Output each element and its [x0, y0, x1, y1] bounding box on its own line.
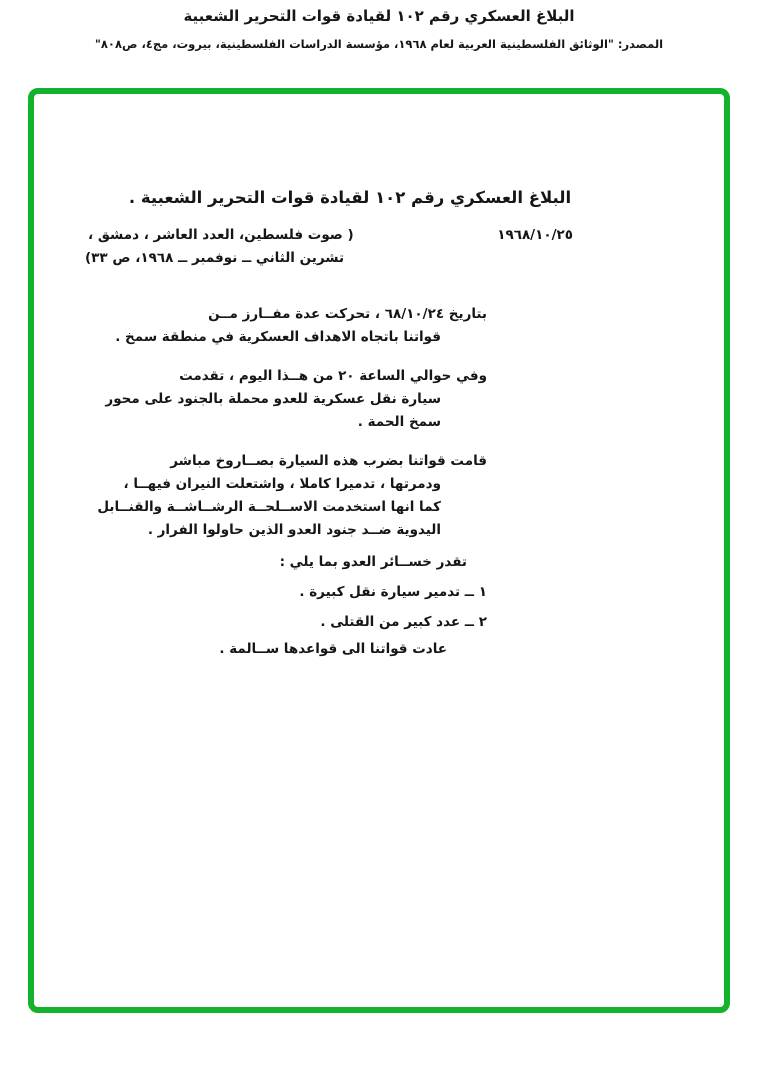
paragraph-2: [34, 365, 487, 434]
body-line: سمخ الحمة .: [357, 414, 441, 430]
header-source-citation: المصدر: "الوثائق الفلسطينية العربية لعام ١٩٦٨، مؤسسة الدراسات الفلسطينية، بيروت، مج٤، ص٨٠٨": [94, 37, 664, 51]
closing-line: عادت قواتنا الى قواعدها ســالمة .: [219, 641, 447, 657]
body-line: قواتنا باتجاه الاهداف العسكرية في منطقة سمخ .: [115, 329, 441, 345]
losses-intro-line: تقدر خســائر العدو بما يلي :: [279, 554, 467, 570]
body-line: قامت قواتنا بضرب هذه السيارة بصــاروخ مباشر: [170, 453, 487, 469]
citation-line-2: تشرين الثاني ــ نوفمبر ــ ١٩٦٨، ص ٣٣): [85, 250, 345, 266]
document-title: البلاغ العسكري رقم ١٠٢ لقيادة قوات التحرير الشعبية .: [128, 188, 572, 207]
paragraph-3: [34, 450, 487, 542]
losses-item-2: ٢ ــ عدد كبير من القتلى .: [320, 614, 487, 630]
document-frame: [28, 88, 730, 1013]
body-line: كما انها استخدمت الاســلحــة الرشــاشــة والقنــابل: [97, 499, 441, 515]
paragraph-1: [34, 303, 487, 349]
losses-item-1: ١ ــ تدمير سيارة نقل كبيرة .: [299, 584, 487, 600]
citation-line-1: ( صوت فلسطين، العدد العاشر ، دمشق ،: [88, 227, 354, 243]
body-line: سيارة نقل عسكرية للعدو محملة بالجنود على محور: [105, 391, 441, 407]
header-title: البلاغ العسكري رقم ١٠٢ لقيادة قوات التحرير الشعبية: [183, 7, 575, 25]
document-body: [34, 303, 724, 661]
scanned-document-page: [34, 94, 724, 1007]
page-header: [0, 0, 758, 51]
body-line: اليدوية ضــد جنود العدو الذين حاولوا الفرار .: [147, 522, 441, 538]
document-date: ١٩٦٨/١٠/٢٥: [497, 227, 573, 243]
body-line: ودمرتها ، تدميرا كاملا ، واشتعلت النيران فيهــا ،: [123, 476, 441, 492]
body-line: بتاريخ ٦٨/١٠/٢٤ ، تحركت عدة مفــارز مــن: [208, 306, 487, 322]
document-meta-row: [34, 224, 724, 247]
body-line: وفي حوالي الساعة ٢٠ من هــذا اليوم ، تقدمت: [179, 368, 487, 384]
